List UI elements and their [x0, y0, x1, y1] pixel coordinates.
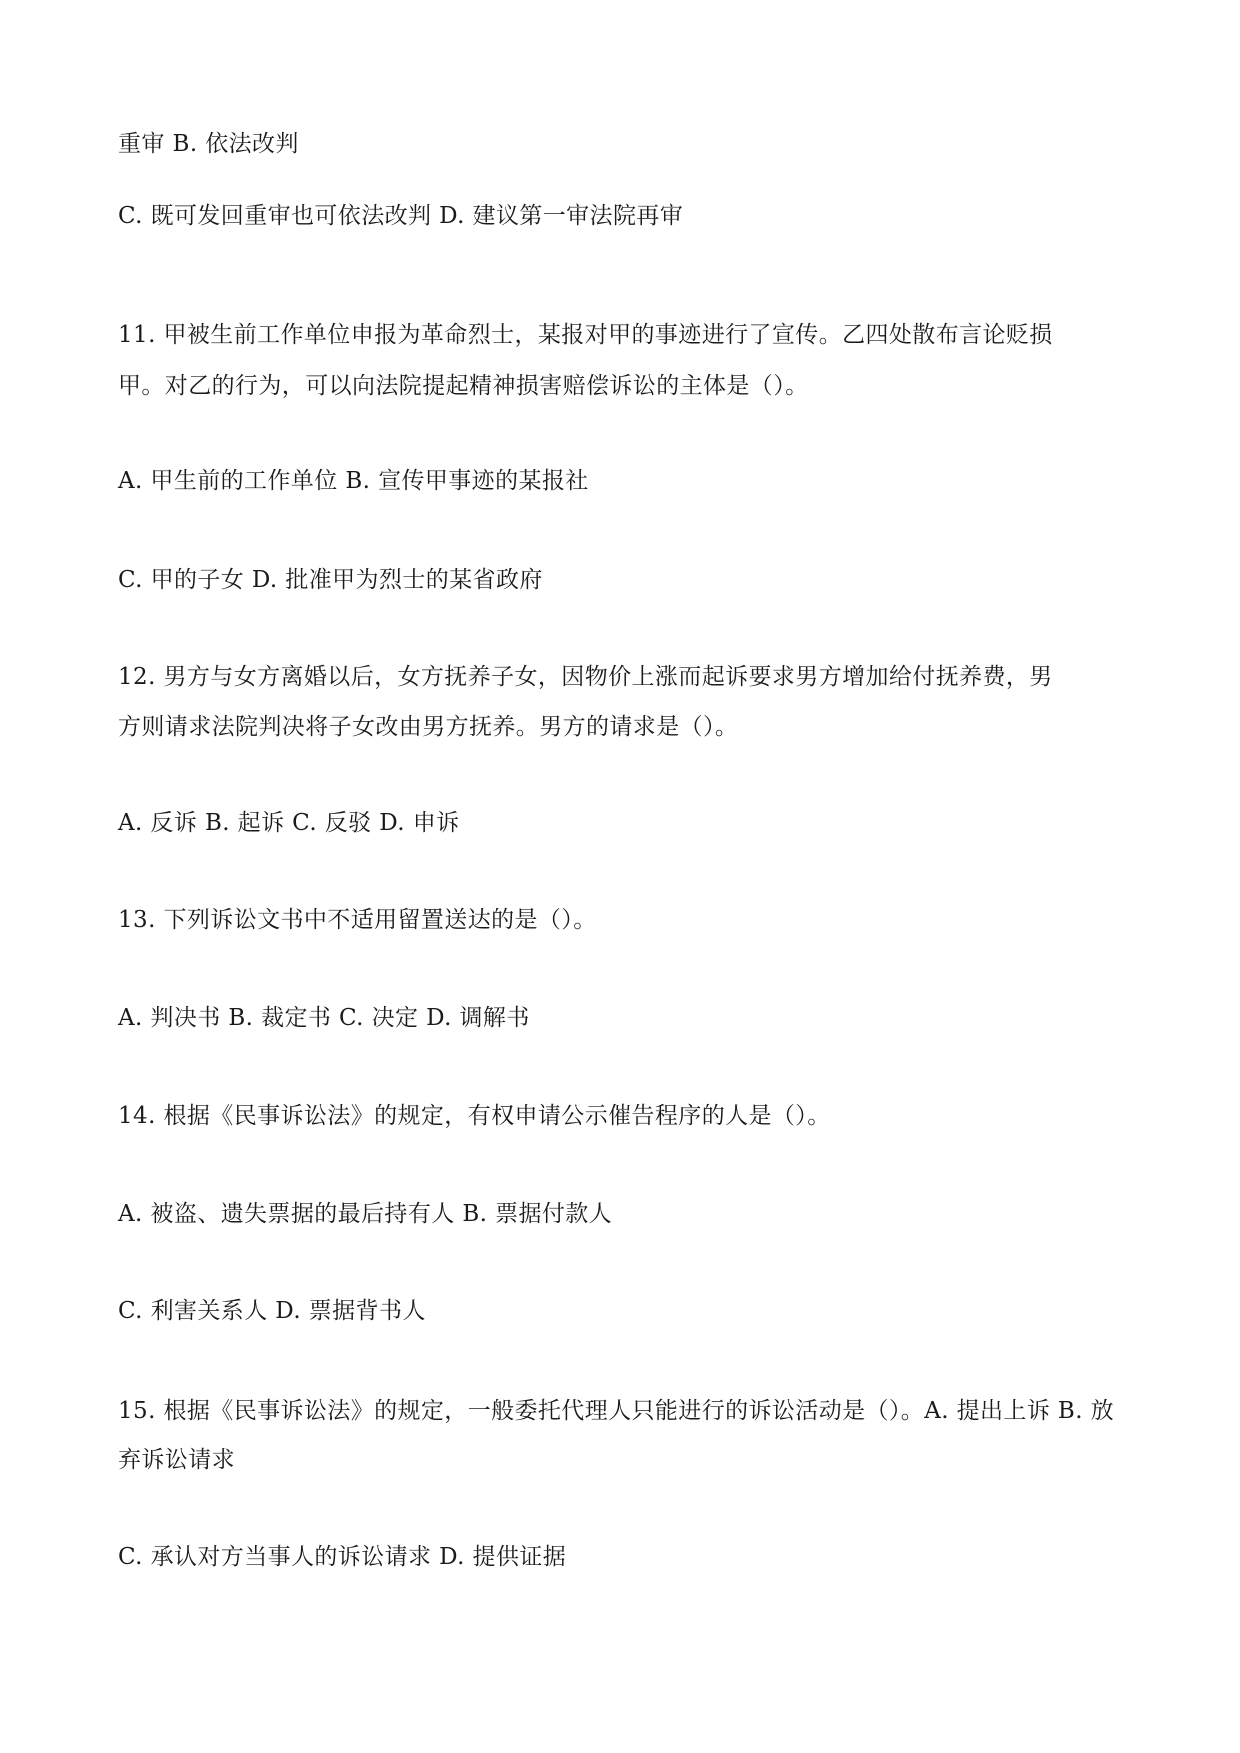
- text-line: A. 被盗、遗失票据的最后持有人 B. 票据付款人: [118, 1201, 613, 1227]
- text-line: C. 承认对方当事人的诉讼请求 D. 提供证据: [118, 1544, 567, 1570]
- text-line: C. 利害关系人 D. 票据背书人: [118, 1298, 426, 1324]
- text-line: A. 甲生前的工作单位 B. 宣传甲事迹的某报社: [118, 468, 589, 494]
- text-line: C. 既可发回重审也可依法改判 D. 建议第一审法院再审: [118, 203, 684, 229]
- text-line: 15. 根据《民事诉讼法》的规定，一般委托代理人只能进行的诉讼活动是（）。A. 提出上诉 B. 放: [118, 1398, 1115, 1424]
- text-line: 14. 根据《民事诉讼法》的规定，有权申请公示催告程序的人是（）。: [118, 1103, 831, 1129]
- text-line: 甲。对乙的行为，可以向法院提起精神损害赔偿诉讼的主体是（）。: [118, 373, 809, 399]
- text-line: A. 反诉 B. 起诉 C. 反驳 D. 申诉: [118, 810, 460, 836]
- text-line: 重审 B. 依法改判: [118, 131, 299, 157]
- text-line: 方则请求法院判决将子女改由男方抚养。男方的请求是（）。: [118, 714, 739, 740]
- text-line: 11. 甲被生前工作单位申报为革命烈士，某报对甲的事迹进行了宣传。乙四处散布言论贬损: [118, 322, 1053, 348]
- text-line: C. 甲的子女 D. 批准甲为烈士的某省政府: [118, 567, 543, 593]
- text-line: 12. 男方与女方离婚以后，女方抚养子女，因物价上涨而起诉要求男方增加给付抚养费，男: [118, 664, 1053, 690]
- text-line: A. 判决书 B. 裁定书 C. 决定 D. 调解书: [118, 1005, 530, 1031]
- text-line: 13. 下列诉讼文书中不适用留置送达的是（）。: [118, 907, 597, 933]
- text-line: 弃诉讼请求: [118, 1447, 235, 1473]
